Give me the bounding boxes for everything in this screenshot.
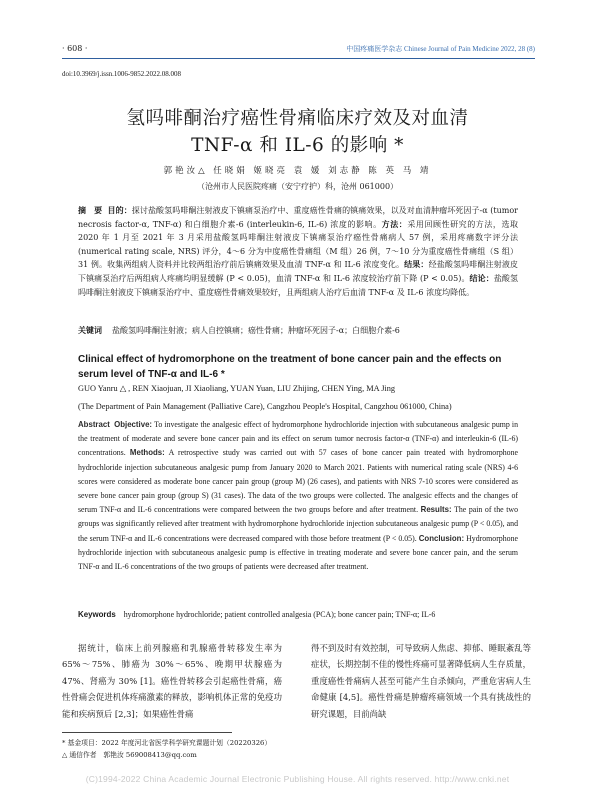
chinese-title (0, 105, 595, 159)
chinese-keywords (78, 325, 518, 336)
chinese-title-line1: 氢吗啡酮治疗癌性骨痛临床疗效及对血清 (126, 108, 469, 129)
chinese-abstract-label: 摘 要 (78, 205, 103, 215)
english-keywords-label: Keywords (78, 610, 116, 619)
chinese-results-label: 结果： (404, 259, 429, 270)
copyright-footer: (C)1994-2022 China Academic Journal Electronic Publishing House. All rights reserved. http://www.cnki.net (85, 774, 510, 784)
english-methods-label: Methods: (129, 448, 165, 458)
chinese-authors: 郭艳汝△ 任晓娟 姬晓亮 袁 媛 刘志静 陈 英 马 靖 (163, 166, 432, 176)
english-affiliation: (The Department of Pain Management (Palliative Care), Cangzhou People's Hospital, Cangzhou 061000, China) (78, 402, 452, 411)
chinese-affiliation: （沧州市人民医院疼痛（安宁疗护）科，沧州 061000） (196, 182, 399, 191)
chinese-objective-label: 目的： (107, 205, 132, 215)
chinese-keywords-label: 关键词 (78, 325, 102, 335)
english-title: Clinical effect of hydromorphone on the treatment of bone cancer pain and the effects on serum level of TNF-α and IL-6 * (78, 354, 502, 380)
chinese-conclusion-text: 盐酸氢吗啡酮注射液皮下镇痛泵治疗中、重度癌性骨痛效果较好，且两组病人治疗后血清 TNF-α 及 IL-6 浓度均降低。 (78, 273, 519, 297)
chinese-conclusion-label: 结论： (469, 272, 494, 283)
english-objective-text: To investigate the analgesic effect of hydromorphone hydrochloride injection with subcutaneous analgesic pump in the treatment of moderate and severe bone cancer pain and its effect on serum tumor necrosis factor-α (TNF-α) and interleukin-6 (IL-6) concentrations. (78, 420, 519, 458)
english-results-text: The pain of the two groups was significantly relieved after treatment with hydromorphone hydrochloride injection subcutaneous analgesic pump (P < 0.05), and the serum TNF-α and IL-6 concentrations were decreased compared with those before treatment (P < 0.05). (78, 505, 518, 543)
body-right-column: 得不到及时有效控制，可导致病人焦虑、抑郁、睡眠紊乱等症状，长期控制不佳的慢性疼痛可显著降低病人生存质量，重度癌性骨痛病人甚至可能产生自杀倾向，严重危害病人生命健康 [4,5]。癌性骨痛是肿瘤疼痛领域一个具有挑战性的研究课题，目前尚缺 (311, 643, 531, 719)
chinese-methods-label: 方法： (381, 218, 408, 229)
english-conclusion-text: Hydromorphone hydrochloride injection with subcutaneous analgesic pump is effective in treating moderate and severe bone cancer pain, and the serum TNF-α and IL-6 concentrations of the two groups of patients were decreased after treatment. (78, 533, 518, 572)
english-keywords-text: hydromorphone hydrochloride; patient controlled analgesia (PCA); bone cancer pain; TNF-α; IL-6 (123, 610, 436, 619)
journal-header: 中国疼痛医学杂志 Chinese Journal of Pain Medicine 2022, 28 (8) (346, 45, 535, 53)
page-number: · 608 · (62, 44, 88, 53)
english-abstract-label: Abstract (78, 420, 110, 429)
english-methods-text: A retrospective study was carried out with 57 cases of bone cancer pain treated with hydromorphone hydrochloride injection subcutaneous analgesic pump from January 2020 to March 2021. Patients with numerical rating scale (NRS) 4-6 scores were considered as moderate bone cancer pain group (group M) (26 cases), and patients with NRS 7-10 scores were considered as severe bone cancer pain group (group S) (31 cases). The data of the two groups were collected. The analgesic effects and the changes of serum TNF-α and IL-6 concentrations were compared between the two groups before and after treatment. (78, 448, 519, 515)
chinese-objective-text: 探讨盐酸氢吗啡酮注射液皮下镇痛泵治疗中、重度癌性骨痛的镇痛效果，以及对血清肿瘤坏死因子-α (tumor necrosis factor-α, TNF-α) 和白细胞介素-6 (interleukin-6, IL-6) 浓度的影响。 (78, 206, 519, 229)
footnote-rule (62, 732, 232, 733)
english-conclusion-label: Conclusion: (418, 533, 465, 543)
chinese-methods-text: 采用回顾性研究的方法，选取 2020 年 1 月至 2021 年 3 月采用盐酸氢吗啡酮注射液皮下镇痛泵治疗癌性骨痛病人 57 例，采用疼痛数字评分法 (numerical rating scale, NRS) 评分，4～6 分为中度癌性骨痛组（M 组）26 例，7～10 分为重度癌性骨痛组（S 组）31 例。收集两组病人资料并比较两组治疗前后镇痛效果及血清 TNF-α 和 IL-6 浓度变化。 (78, 219, 519, 270)
english-keywords (78, 610, 518, 619)
chinese-title-line2: TNF-α 和 IL-6 的影响 * (191, 135, 404, 156)
doi: doi:10.3969/j.issn.1006-9852.2022.08.008 (62, 70, 182, 78)
chinese-abstract (78, 204, 518, 299)
chinese-keywords-text: 盐酸氢吗啡酮注射液；病人自控镇痛；癌性骨痛；肿瘤坏死因子-α；白细胞介素-6 (112, 326, 400, 335)
header-rule (62, 58, 535, 59)
english-abstract (78, 418, 518, 574)
english-objective-label: Objective: (114, 420, 153, 429)
chinese-results-text: 经盐酸氢吗啡酮注射液皮下镇痛泵治疗后两组病人疼痛均明显缓解 (P < 0.05)，血清 TNF-α 和 IL-6 浓度较治疗前下降 (P < 0.05)。 (78, 260, 519, 283)
english-authors: GUO Yanru △ , REN Xiaojuan, JI Xiaoliang, YUAN Yuan, LIU Zhijing, CHEN Ying, MA Jing (78, 384, 396, 393)
body-left-column: 据统计，临床上前列腺癌和乳腺癌骨转移发生率为 65%～75%、肺癌为 30%～65%、晚期甲状腺癌为 47%、肾癌为 30% [1]。癌性骨转移会引起癌性骨痛，癌性骨痛会促进机体疼痛激素的释放，影响机体正常的免疫功能和疾病预后 [2,3]；如果癌性骨痛 (62, 643, 282, 719)
english-results-label: Results: (420, 505, 452, 515)
corresponding-author-footnote: △ 通信作者 郭艳汝 569008413@qq.com (62, 751, 197, 759)
fund-footnote: * 基金项目：2022 年度河北省医学科学研究课题计划（20220326） (62, 739, 272, 747)
